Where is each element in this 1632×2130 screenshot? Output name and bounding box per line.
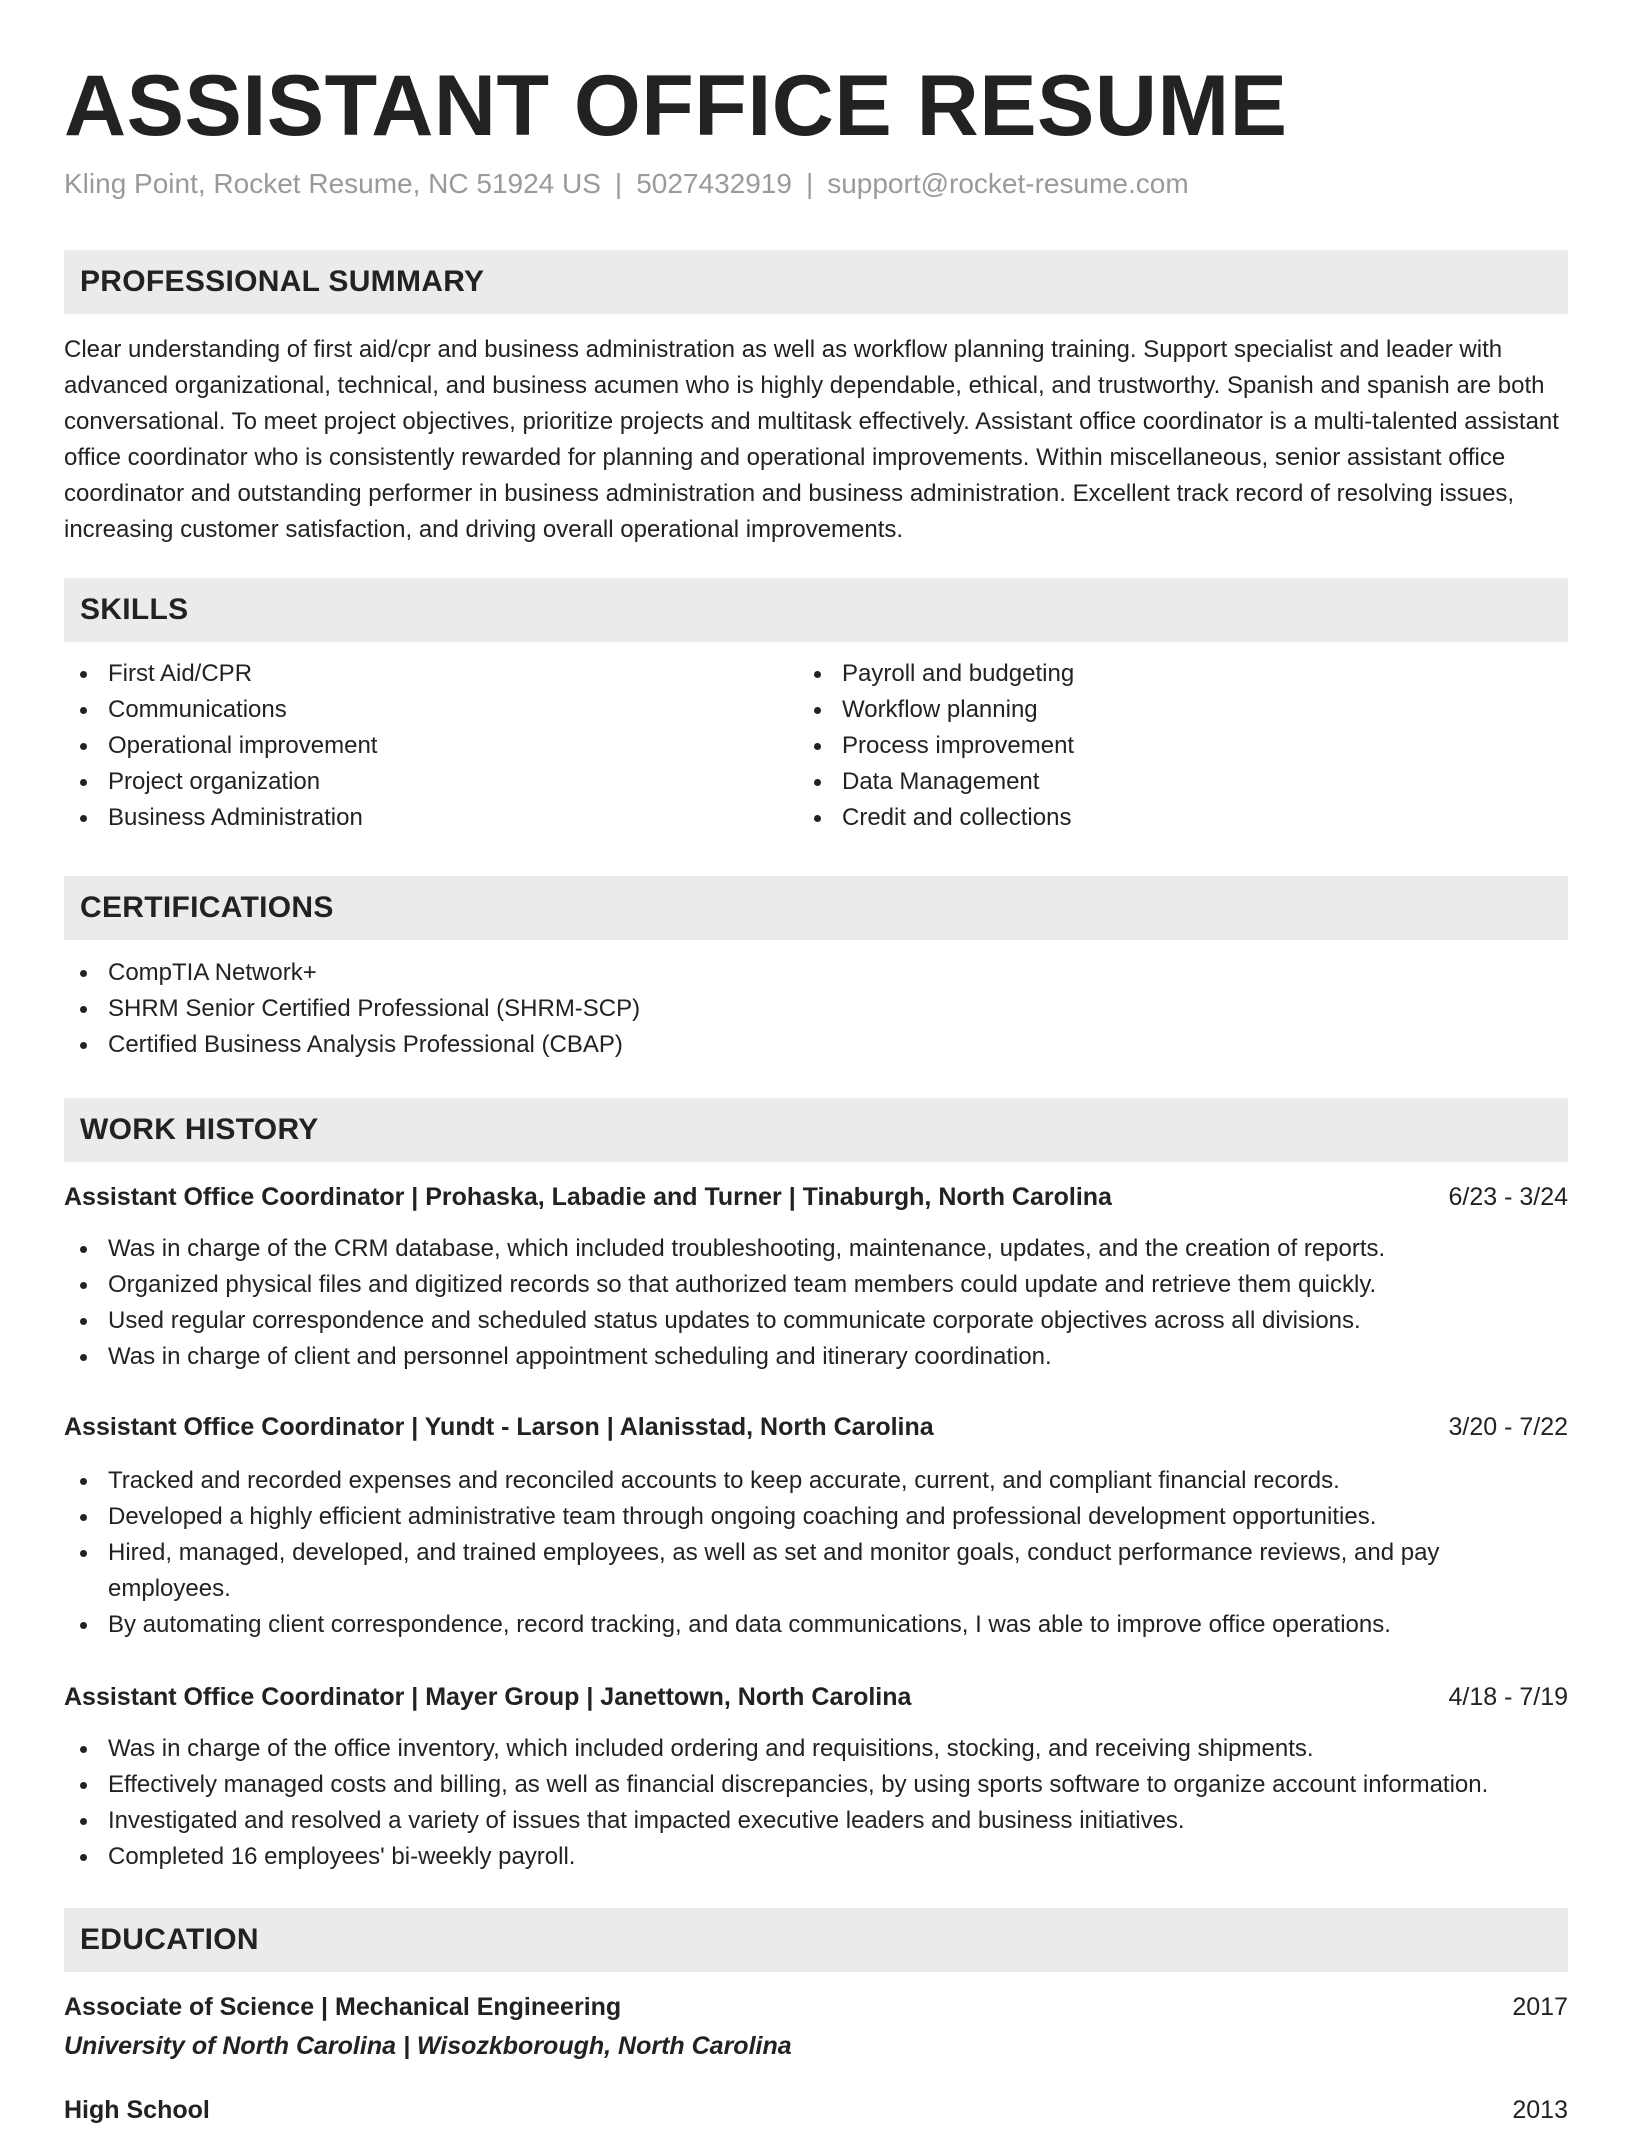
education-degree: Associate of Science | Mechanical Engineering: [64, 1993, 622, 2021]
education-school: University of North Carolina | Wisozkborough, North Carolina: [64, 2032, 792, 2060]
job-title: Assistant Office Coordinator | Mayer Group | Janettown, North Carolina: [64, 1683, 912, 1711]
skill-item: Operational improvement: [64, 728, 784, 764]
skills-list-left: [64, 656, 784, 836]
skill-item: Business Administration: [64, 800, 784, 836]
job-bullets: [64, 1731, 1568, 1875]
skill-item: Process improvement: [798, 728, 1538, 764]
job-bullet: Organized physical files and digitized records so that authorized team members could update and retrieve them quickly.: [64, 1267, 1568, 1303]
job-dates: 3/20 - 7/22: [1448, 1413, 1568, 1441]
section-heading: WORK HISTORY: [80, 1113, 319, 1146]
job-bullet: Was in charge of the office inventory, which included ordering and requisitions, stocking, and receiving shipments.: [64, 1731, 1568, 1767]
job-bullet: Investigated and resolved a variety of issues that impacted executive leaders and business initiatives.: [64, 1803, 1568, 1839]
education-year: 2017: [1512, 1993, 1568, 2021]
section-header-work-history: [64, 1098, 1568, 1162]
contact-phone: 5027432919: [636, 168, 792, 199]
job-dates: 4/18 - 7/19: [1448, 1683, 1568, 1711]
job-header: [64, 1177, 1568, 1217]
contact-line: [64, 164, 1189, 204]
education-header: [64, 1987, 1568, 2027]
skill-item: First Aid/CPR: [64, 656, 784, 692]
section-heading: EDUCATION: [80, 1923, 259, 1956]
skill-item: Payroll and budgeting: [798, 656, 1538, 692]
section-heading: PROFESSIONAL SUMMARY: [80, 265, 485, 298]
education-year: 2013: [1512, 2096, 1568, 2124]
resume-title: ASSISTANT OFFICE RESUME: [64, 58, 1288, 154]
section-header-summary: [64, 250, 1568, 314]
summary-text: Clear understanding of first aid/cpr and business administration as well as workflow planning training. Support specialist and leader with advanced organizational, technical, and business acumen who is highly dependable, ethical, and trustworthy. Spanish and spanish are both conversational. To meet project objectives, prioritize projects and multitask effectively. Assistant office coordinator is a multi-talented assistant office coordinator who is consistently rewarded for planning and operational improvements. Within miscellaneous, senior assistant office coordinator and outstanding performer in business administration and business administration. Excellent track record of resolving issues, increasing customer satisfaction, and driving overall operational improvements.: [64, 336, 1559, 543]
skill-item: Data Management: [798, 764, 1538, 800]
job-bullet: Hired, managed, developed, and trained employees, as well as set and monitor goals, conduct performance reviews, and pay employees.: [64, 1535, 1568, 1607]
job-bullets: [64, 1463, 1568, 1643]
certification-item: CompTIA Network+: [64, 955, 1568, 991]
job-dates: 6/23 - 3/24: [1448, 1183, 1568, 1211]
education-degree: High School: [64, 2096, 210, 2124]
contact-separator: |: [805, 168, 814, 199]
section-heading: CERTIFICATIONS: [80, 891, 334, 924]
job-bullet: Developed a highly efficient administrative team through ongoing coaching and professional development opportunities.: [64, 1499, 1568, 1535]
job-title: Assistant Office Coordinator | Yundt - Larson | Alanisstad, North Carolina: [64, 1413, 934, 1441]
job-bullets: [64, 1231, 1568, 1375]
job-bullet: Was in charge of the CRM database, which included troubleshooting, maintenance, updates, and the creation of reports.: [64, 1231, 1568, 1267]
certification-item: SHRM Senior Certified Professional (SHRM-SCP): [64, 991, 1568, 1027]
skill-item: Workflow planning: [798, 692, 1538, 728]
contact-address: Kling Point, Rocket Resume, NC 51924 US: [64, 168, 601, 199]
job-bullet: Was in charge of client and personnel appointment scheduling and itinerary coordination.: [64, 1339, 1568, 1375]
section-heading: SKILLS: [80, 593, 189, 626]
skill-item: Credit and collections: [798, 800, 1538, 836]
skills-list-right: [798, 656, 1538, 836]
job-bullet: Tracked and recorded expenses and reconciled accounts to keep accurate, current, and compliant financial records.: [64, 1463, 1568, 1499]
contact-separator: |: [614, 168, 623, 199]
skill-item: Project organization: [64, 764, 784, 800]
section-header-certifications: [64, 876, 1568, 940]
job-header: [64, 1677, 1568, 1717]
job-bullet: Completed 16 employees' bi-weekly payroll.: [64, 1839, 1568, 1875]
education-header: [64, 2090, 1568, 2130]
section-header-education: [64, 1908, 1568, 1972]
certifications-list: [64, 955, 1568, 1063]
skill-item: Communications: [64, 692, 784, 728]
job-bullet: Effectively managed costs and billing, as well as financial discrepancies, by using sports software to organize account information.: [64, 1767, 1568, 1803]
contact-email: support@rocket-resume.com: [827, 168, 1189, 199]
job-bullet: Used regular correspondence and scheduled status updates to communicate corporate objectives across all divisions.: [64, 1303, 1568, 1339]
job-title: Assistant Office Coordinator | Prohaska, Labadie and Turner | Tinaburgh, North Carolina: [64, 1183, 1112, 1211]
job-bullet: By automating client correspondence, record tracking, and data communications, I was able to improve office operations.: [64, 1607, 1568, 1643]
certification-item: Certified Business Analysis Professional (CBAP): [64, 1027, 1568, 1063]
section-header-skills: [64, 578, 1568, 642]
job-header: [64, 1407, 1568, 1447]
